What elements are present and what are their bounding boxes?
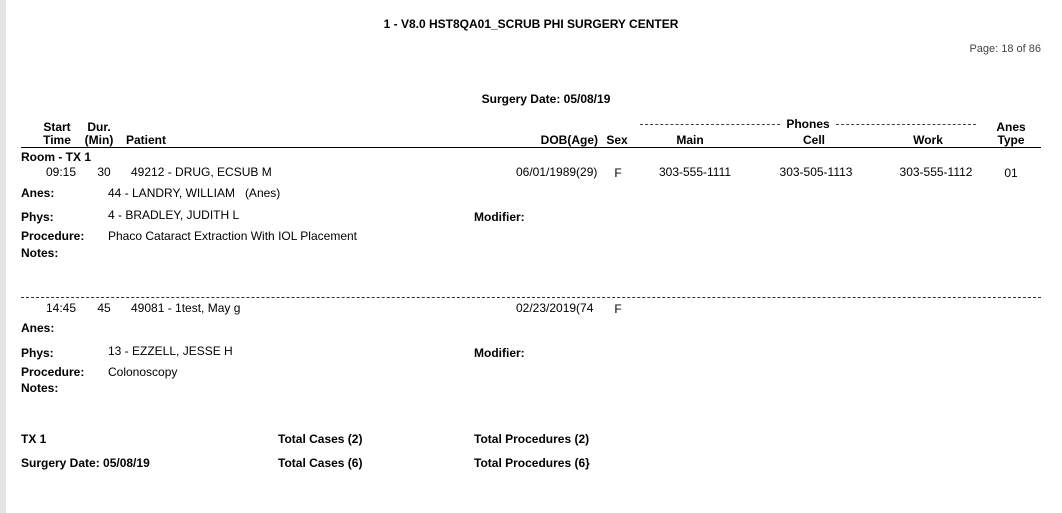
col-phones: Phones [786,117,830,131]
col-dur-bottom: (Min) [84,133,114,147]
col-patient: Patient [126,133,167,147]
notes-label: Notes: [21,381,59,395]
case-patient: 49081 - 1test, May g [131,301,241,315]
case-patient: 49212 - DRUG, ECSUB M [131,165,272,179]
report-page [6,0,1056,513]
phones-divider-right [836,124,976,125]
procedure-value: Phaco Cataract Extraction With IOL Placement [108,229,357,243]
date-total-label: Surgery Date: 05/08/19 [21,456,150,470]
notes-label: Notes: [21,246,59,260]
surgery-date-header: Surgery Date: 05/08/19 [481,92,611,106]
modifier-label: Modifier: [474,346,525,360]
phones-divider-left [640,124,780,125]
date-total-procedures: Total Procedures (6} [474,456,590,470]
col-start-top: Start [43,120,71,134]
case-phone-cell: 303-505-1113 [779,165,853,179]
anes-label: Anes: [21,186,55,200]
col-work: Work [913,133,943,147]
anes-value: 44 - LANDRY, WILLIAM (Anes) [108,186,281,200]
col-dur-top: Dur. [87,120,111,134]
room-label: Room - TX 1 [21,150,92,164]
procedure-label: Procedure: [21,229,85,243]
case-sex: F [614,302,622,316]
case-dob: 06/01/1989(29) [516,165,598,179]
date-total-cases: Total Cases (6) [278,456,363,470]
col-anes-bottom: Type [997,133,1025,147]
col-dob: DOB(Age) [540,133,598,147]
col-anes-top: Anes [996,120,1026,134]
case-dob: 02/23/2019(74 [516,301,594,315]
header-rule [21,147,1041,148]
case-duration: 30 [97,165,111,179]
case-anes-type: 01 [1004,166,1018,180]
case-phone-work: 303-555-1112 [899,165,973,179]
phys-label: Phys: [21,346,54,360]
col-start-bottom: Time [43,133,71,147]
procedure-value: Colonoscopy [108,365,178,379]
procedure-label: Procedure: [21,365,85,379]
room-total-cases: Total Cases (2) [278,432,363,446]
phys-value: 13 - EZZELL, JESSE H [108,344,233,358]
room-total-procedures: Total Procedures (2) [474,432,590,446]
report-title: 1 - V8.0 HST8QA01_SCRUB PHI SURGERY CENTER [383,17,679,31]
case-start-time: 09:15 [45,165,76,179]
case-phone-main: 303-555-1111 [658,165,732,179]
room-total-label: TX 1 [21,432,47,446]
col-main: Main [676,133,704,147]
page-number: Page: 18 of 86 [969,43,1041,55]
case-separator [21,297,1041,298]
anes-label: Anes: [21,321,55,335]
phys-value: 4 - BRADLEY, JUDITH L [108,208,240,222]
modifier-label: Modifier: [474,210,525,224]
case-start-time: 14:45 [45,301,76,315]
case-duration: 45 [97,301,111,315]
phys-label: Phys: [21,210,54,224]
col-sex: Sex [606,133,628,147]
case-sex: F [614,166,622,180]
col-cell: Cell [802,133,825,147]
